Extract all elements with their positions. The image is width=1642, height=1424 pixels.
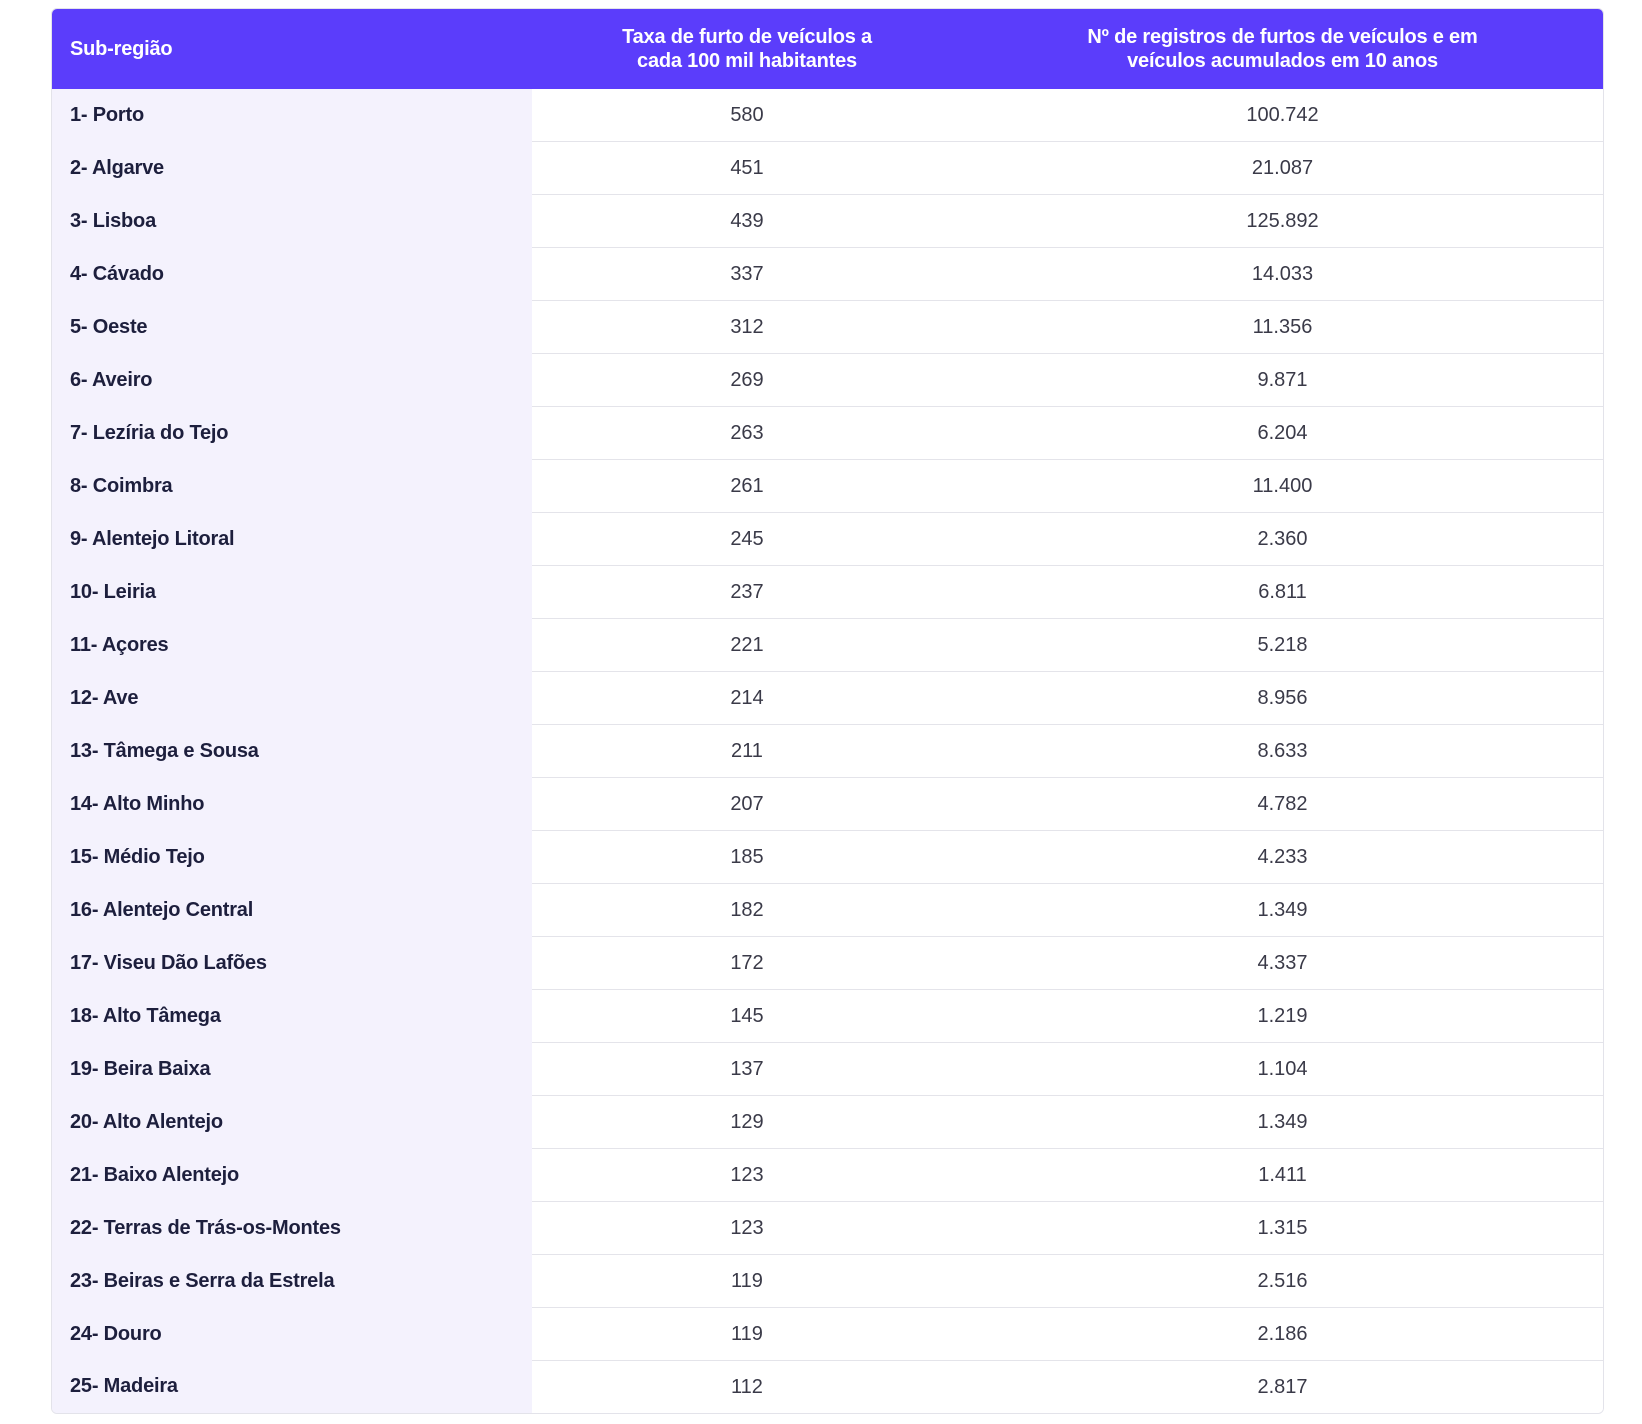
cell-sub-regiao: 23- Beiras e Serra da Estrela [52,1255,532,1308]
table-row [52,1202,1603,1255]
cell-taxa: 145 [532,990,962,1043]
cell-sub-regiao: 20- Alto Alentejo [52,1096,532,1149]
cell-sub-regiao: 7- Lezíria do Tejo [52,407,532,460]
cell-taxa: 312 [532,301,962,354]
cell-registros: 6.204 [962,407,1603,460]
cell-registros: 8.633 [962,725,1603,778]
cell-registros: 21.087 [962,142,1603,195]
cell-taxa: 123 [532,1202,962,1255]
cell-taxa: 182 [532,884,962,937]
cell-taxa: 129 [532,1096,962,1149]
header-registros: Nº de registros de furtos de veículos e em veículos acumulados em 10 anos [962,9,1603,89]
cell-registros: 8.956 [962,672,1603,725]
cell-registros: 11.356 [962,301,1603,354]
cell-sub-regiao: 21- Baixo Alentejo [52,1149,532,1202]
cell-registros: 2.817 [962,1361,1603,1414]
table-row [52,195,1603,248]
cell-taxa: 337 [532,248,962,301]
cell-taxa: 269 [532,354,962,407]
cell-sub-regiao: 17- Viseu Dão Lafões [52,937,532,990]
table-row [52,460,1603,513]
cell-taxa: 119 [532,1255,962,1308]
cell-taxa: 185 [532,831,962,884]
cell-registros: 6.811 [962,566,1603,619]
table-header [52,9,1603,89]
cell-taxa: 580 [532,89,962,142]
cell-sub-regiao: 25- Madeira [52,1361,532,1414]
cell-sub-regiao: 2- Algarve [52,142,532,195]
cell-registros: 1.349 [962,884,1603,937]
table-row [52,301,1603,354]
cell-sub-regiao: 12- Ave [52,672,532,725]
cell-taxa: 221 [532,619,962,672]
cell-taxa: 261 [532,460,962,513]
cell-registros: 2.186 [962,1308,1603,1361]
cell-registros: 125.892 [962,195,1603,248]
cell-taxa: 211 [532,725,962,778]
table-body [52,89,1603,1413]
table-row [52,513,1603,566]
cell-registros: 14.033 [962,248,1603,301]
cell-sub-regiao: 6- Aveiro [52,354,532,407]
cell-registros: 4.233 [962,831,1603,884]
table-row [52,990,1603,1043]
table-row [52,672,1603,725]
cell-taxa: 263 [532,407,962,460]
data-table-container [51,8,1604,1414]
cell-sub-regiao: 14- Alto Minho [52,778,532,831]
cell-taxa: 439 [532,195,962,248]
table-row [52,1255,1603,1308]
cell-taxa: 214 [532,672,962,725]
cell-registros: 5.218 [962,619,1603,672]
cell-sub-regiao: 1- Porto [52,89,532,142]
cell-taxa: 172 [532,937,962,990]
cell-taxa: 207 [532,778,962,831]
header-row [52,9,1603,89]
cell-registros: 9.871 [962,354,1603,407]
table-row [52,354,1603,407]
cell-taxa: 112 [532,1361,962,1414]
table-row [52,778,1603,831]
header-taxa: Taxa de furto de veículos a cada 100 mil habitantes [532,9,962,89]
table-row [52,407,1603,460]
cell-taxa: 245 [532,513,962,566]
cell-sub-regiao: 4- Cávado [52,248,532,301]
table-row [52,1096,1603,1149]
cell-sub-regiao: 10- Leiria [52,566,532,619]
cell-taxa: 119 [532,1308,962,1361]
cell-registros: 2.516 [962,1255,1603,1308]
cell-taxa: 137 [532,1043,962,1096]
cell-registros: 1.349 [962,1096,1603,1149]
cell-sub-regiao: 3- Lisboa [52,195,532,248]
cell-sub-regiao: 13- Tâmega e Sousa [52,725,532,778]
cell-taxa: 123 [532,1149,962,1202]
cell-sub-regiao: 24- Douro [52,1308,532,1361]
cell-registros: 1.315 [962,1202,1603,1255]
table-row [52,1361,1603,1414]
cell-sub-regiao: 5- Oeste [52,301,532,354]
table-row [52,937,1603,990]
table-row [52,248,1603,301]
cell-sub-regiao: 22- Terras de Trás-os-Montes [52,1202,532,1255]
table-row [52,619,1603,672]
cell-sub-regiao: 16- Alentejo Central [52,884,532,937]
cell-sub-regiao: 15- Médio Tejo [52,831,532,884]
cell-registros: 1.219 [962,990,1603,1043]
cell-sub-regiao: 11- Açores [52,619,532,672]
cell-sub-regiao: 19- Beira Baixa [52,1043,532,1096]
cell-sub-regiao: 9- Alentejo Litoral [52,513,532,566]
cell-registros: 1.104 [962,1043,1603,1096]
table-row [52,1308,1603,1361]
table-row [52,142,1603,195]
table-row [52,89,1603,142]
furtos-table [52,9,1603,1413]
table-row [52,884,1603,937]
cell-sub-regiao: 18- Alto Tâmega [52,990,532,1043]
cell-registros: 100.742 [962,89,1603,142]
table-row [52,1149,1603,1202]
cell-taxa: 237 [532,566,962,619]
cell-sub-regiao: 8- Coimbra [52,460,532,513]
table-row [52,1043,1603,1096]
cell-registros: 1.411 [962,1149,1603,1202]
cell-registros: 11.400 [962,460,1603,513]
table-row [52,566,1603,619]
header-sub-regiao: Sub-região [52,9,532,89]
table-row [52,831,1603,884]
cell-registros: 4.782 [962,778,1603,831]
cell-registros: 4.337 [962,937,1603,990]
cell-taxa: 451 [532,142,962,195]
table-row [52,725,1603,778]
cell-registros: 2.360 [962,513,1603,566]
